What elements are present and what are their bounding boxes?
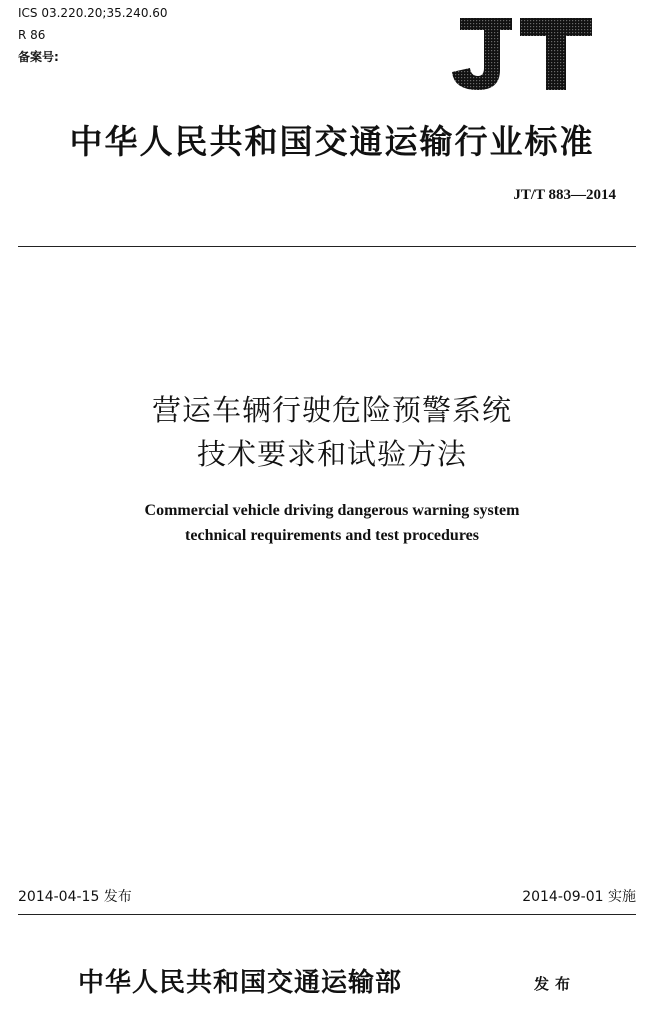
english-title-line-2: technical requirements and test procedures xyxy=(185,527,479,544)
implementation-date: 2014-09-01 实施 xyxy=(522,889,636,905)
bottom-divider xyxy=(18,914,636,915)
standard-number: JT/T 883—2014 xyxy=(513,187,616,203)
organization-title: 中华人民共和国交通运输行业标准 xyxy=(69,122,595,161)
classification-code: R 86 xyxy=(18,28,46,42)
publisher-name: 中华人民共和国交通运输部 xyxy=(78,968,403,998)
english-title-line-1: Commercial vehicle driving dangerous warning system xyxy=(144,502,520,519)
record-number-label: 备案号: xyxy=(18,50,59,64)
top-divider xyxy=(18,246,636,247)
ics-code: ICS 03.220.20;35.240.60 xyxy=(18,6,168,20)
issue-date: 2014-04-15 发布 xyxy=(18,889,132,905)
chinese-title-line-2: 技术要求和试验方法 xyxy=(196,437,467,471)
jt-logo xyxy=(446,14,596,94)
chinese-title-line-1: 营运车辆行驶危险预警系统 xyxy=(151,393,512,427)
publish-label: 发布 xyxy=(534,975,577,993)
